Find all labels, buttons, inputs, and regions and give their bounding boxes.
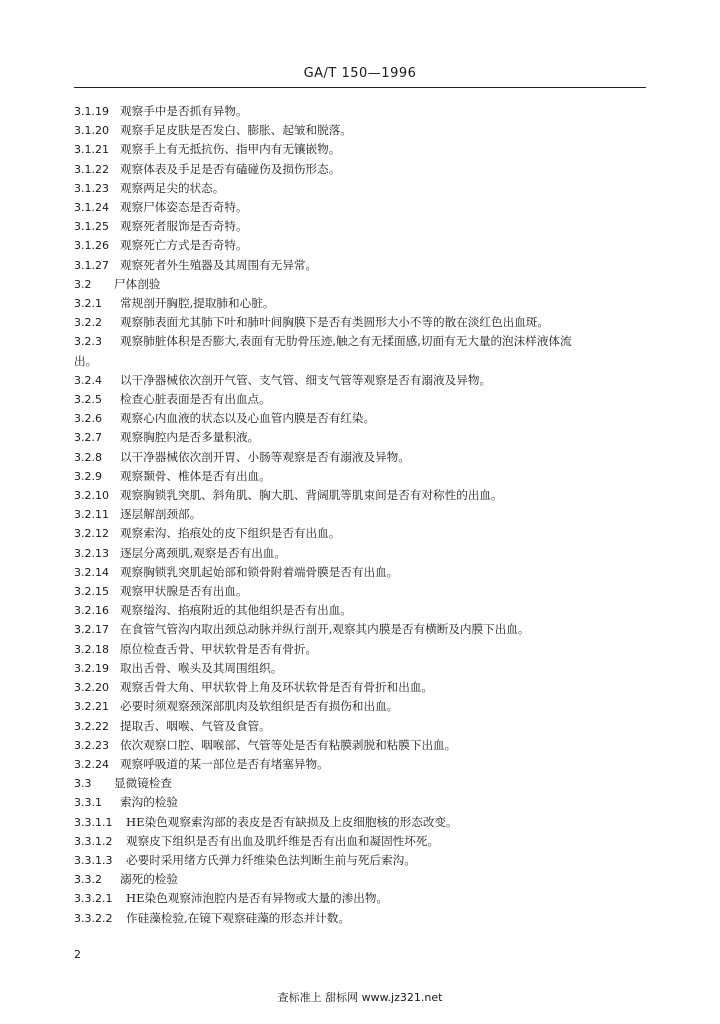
clause-number: 3.2.15 — [74, 585, 109, 599]
clause-line — [74, 793, 644, 812]
clause-line — [74, 294, 644, 313]
clause-line — [74, 774, 644, 793]
clause-text: 观察胸锁乳突肌起始部和锁骨附着端骨膜是否有出血。 — [120, 564, 399, 579]
clause-text: 必要时须观察颈深部肌肉及软组织是否有损伤和出血。 — [120, 699, 399, 714]
clause-number: 3.2.14 — [74, 565, 109, 579]
clause-line — [74, 217, 644, 236]
clause-text: 必要时采用绪方氏弹力纤维染色法判断生前与死后索沟。 — [126, 852, 416, 867]
clause-number: 3.3.1 — [74, 796, 102, 810]
clause-line — [74, 889, 644, 908]
clause-line — [74, 601, 644, 620]
clause-number: 3.1.27 — [74, 258, 109, 272]
clause-text: 观察死亡方式是否奇特。 — [120, 238, 248, 253]
clause-number: 3.2.3 — [74, 335, 102, 349]
clause-number: 3.2.17 — [74, 623, 109, 637]
clause-text: 观察颞骨、椎体是否有出血。 — [120, 468, 271, 483]
clause-line — [74, 524, 644, 543]
clause-text: 索沟的检验 — [120, 795, 178, 810]
clause-text: 观察心内血液的状态以及心血管内膜是否有红染。 — [120, 411, 376, 426]
clause-number: 3.2.12 — [74, 527, 109, 541]
clause-line — [74, 832, 644, 851]
clause-line — [74, 256, 644, 275]
clause-text: 原位检查舌骨、甲状软骨是否有骨折。 — [120, 641, 318, 656]
clause-line — [74, 332, 644, 351]
clause-text: 取出舌骨、喉头及其周围组织。 — [120, 660, 283, 675]
clause-number: 3.3 — [74, 777, 92, 791]
clause-number: 3.2.20 — [74, 681, 109, 695]
clause-number: 3.2.16 — [74, 604, 109, 618]
clause-text: 观察手足皮肤是否发白、膨胀、起皱和脱落。 — [120, 123, 352, 138]
clause-text: 以干净器械依次剖开气管、支气管、细支气管等观察是否有溺液及异物。 — [120, 372, 492, 387]
clause-number: 3.2.1 — [74, 297, 102, 311]
clause-number: 3.1.22 — [74, 162, 109, 176]
clause-line — [74, 678, 644, 697]
clause-number: 3.2.22 — [74, 719, 109, 733]
clause-number: 3.3.1.3 — [74, 853, 113, 867]
clause-line — [74, 505, 644, 524]
clause-text: 提取舌、咽喉、气管及食管。 — [120, 718, 271, 733]
clause-line — [74, 620, 644, 639]
clause-number: 3.3.1.1 — [74, 815, 113, 829]
clause-number: 3.2.5 — [74, 393, 102, 407]
clause-line — [74, 179, 644, 198]
clause-number: 3.1.26 — [74, 239, 109, 253]
clause-line — [74, 697, 644, 716]
clause-line — [74, 409, 644, 428]
clause-line — [74, 851, 644, 870]
clause-line — [74, 544, 644, 563]
clause-text: 观察胸锁乳突肌、斜角肌、胸大肌、背阔肌等肌束间是否有对称性的出血。 — [120, 488, 503, 503]
clause-line — [74, 909, 644, 928]
clause-text: 观察缢沟、掐痕附近的其他组织是否有出血。 — [120, 603, 352, 618]
clause-number: 3.3.1.2 — [74, 834, 113, 848]
clause-number: 3.1.25 — [74, 220, 109, 234]
clause-number: 3.2.4 — [74, 373, 102, 387]
clause-text: 观察肺表面尤其肺下叶和肺叶间胸膜下是否有类圆形大小不等的散在淡红色出血斑。 — [120, 315, 549, 330]
clause-line — [74, 371, 644, 390]
clause-line — [74, 102, 644, 121]
clause-text: 观察皮下组织是否有出血及肌纤维是否有出血和凝固性坏死。 — [126, 833, 440, 848]
clause-text: 观察甲状腺是否有出血。 — [120, 584, 248, 599]
clause-text: 观察两足尖的状态。 — [120, 180, 225, 195]
clause-line — [74, 659, 644, 678]
clause-text: 观察死者外生殖器及其周围有无异常。 — [120, 257, 318, 272]
clause-number: 3.3.2.2 — [74, 911, 113, 925]
clause-text: 显微镜检查 — [114, 776, 172, 791]
clause-text: 检查心脏表面是否有出血点。 — [120, 392, 271, 407]
clause-number: 3.3.2 — [74, 873, 102, 887]
clause-text: 出。 — [74, 353, 98, 368]
clause-number: 3.2.23 — [74, 738, 109, 752]
clause-number: 3.1.21 — [74, 143, 109, 157]
clause-line — [74, 736, 644, 755]
clause-number: 3.2.21 — [74, 700, 109, 714]
clause-number: 3.2.19 — [74, 661, 109, 675]
clause-text: 以干净器械依次剖开胃、小肠等观察是否有溺液及异物。 — [120, 449, 410, 464]
clause-number: 3.3.2.1 — [74, 892, 113, 906]
clause-text: 观察舌骨大角、甲状软骨上角及环状软骨是否有骨折和出血。 — [120, 680, 434, 695]
page-number: 2 — [74, 948, 81, 961]
clause-number: 3.1.20 — [74, 124, 109, 138]
clause-number: 3.2.24 — [74, 757, 109, 771]
clause-number: 3.2.9 — [74, 469, 102, 483]
footer-text: 查标准上 甜标网 www.jz321.net — [277, 991, 443, 1004]
clause-line — [74, 755, 644, 774]
clause-line — [74, 160, 644, 179]
clause-line — [74, 198, 644, 217]
clause-text: 观察死者服饰是否奇特。 — [120, 219, 248, 234]
header-divider — [74, 87, 646, 88]
clause-number: 3.2.18 — [74, 642, 109, 656]
clause-number: 3.2.13 — [74, 546, 109, 560]
clause-line — [74, 467, 644, 486]
clause-text: 观察肺脏体积是否膨大,表面有无肋骨压迹,触之有无揉面感,切面有无大量的泡沫样液体流 — [120, 334, 572, 349]
clause-text: 依次观察口腔、咽喉部、气管等处是否有粘膜剥脱和粘膜下出血。 — [120, 737, 457, 752]
clause-text: 观察体表及手足是否有磕碰伤及损伤形态。 — [120, 161, 341, 176]
clause-line — [74, 486, 644, 505]
clause-line — [74, 640, 644, 659]
clause-text: 观察胸腔内是否多量积液。 — [120, 430, 260, 445]
clause-number: 3.2.7 — [74, 431, 102, 445]
clause-line — [74, 121, 644, 140]
clause-text: HE染色观察索沟部的表皮是否有缺损及上皮细胞核的形态改变。 — [126, 814, 458, 829]
clause-number: 3.2.10 — [74, 489, 109, 503]
clause-number: 3.2.8 — [74, 450, 102, 464]
clause-number: 3.1.23 — [74, 181, 109, 195]
document-header: GA/T 150—1996 — [303, 66, 417, 81]
clause-line — [74, 870, 644, 889]
clause-text: 常规剖开胸腔,提取肺和心脏。 — [120, 296, 275, 311]
clause-line — [74, 582, 644, 601]
document-body — [74, 102, 644, 928]
clause-text: 逐层解剖颈部。 — [120, 507, 202, 522]
clause-line — [74, 313, 644, 332]
clause-number: 3.2 — [74, 277, 92, 291]
clause-text: 观察尸体姿态是否奇特。 — [120, 200, 248, 215]
clause-line — [74, 140, 644, 159]
clause-line — [74, 717, 644, 736]
clause-text: 观察手上有无抵抗伤、指甲内有无镶嵌物。 — [120, 142, 341, 157]
clause-line — [74, 563, 644, 582]
clause-line — [74, 428, 644, 447]
clause-line — [74, 390, 644, 409]
clause-text: 观察索沟、掐痕处的皮下组织是否有出血。 — [120, 526, 341, 541]
clause-line — [74, 448, 644, 467]
clause-line — [74, 813, 644, 832]
clause-number: 3.1.19 — [74, 105, 109, 118]
clause-number: 3.2.11 — [74, 508, 109, 522]
clause-text: HE染色观察沛泡腔内是否有异物或大量的渗出物。 — [126, 891, 389, 906]
clause-text: 逐层分离颈肌,观察是否有出血。 — [120, 545, 286, 560]
clause-text: 作硅藻检验,在镜下观察硅藻的形态并计数。 — [126, 910, 350, 925]
clause-text: 观察手中是否抓有异物。 — [120, 104, 248, 118]
clause-number: 3.2.2 — [74, 316, 102, 330]
clause-text: 观察呼吸道的某一部位是否有堵塞异物。 — [120, 756, 329, 771]
clause-line — [74, 352, 644, 371]
clause-text: 尸体剖验 — [114, 276, 161, 291]
clause-text: 在食管气管沟内取出颈总动脉并纵行剖开,观察其内膜是否有横断及内膜下出血。 — [120, 622, 530, 637]
clause-number: 3.2.6 — [74, 412, 102, 426]
clause-text: 溺死的检验 — [120, 872, 178, 887]
clause-line — [74, 275, 644, 294]
clause-number: 3.1.24 — [74, 201, 109, 215]
clause-line — [74, 236, 644, 255]
